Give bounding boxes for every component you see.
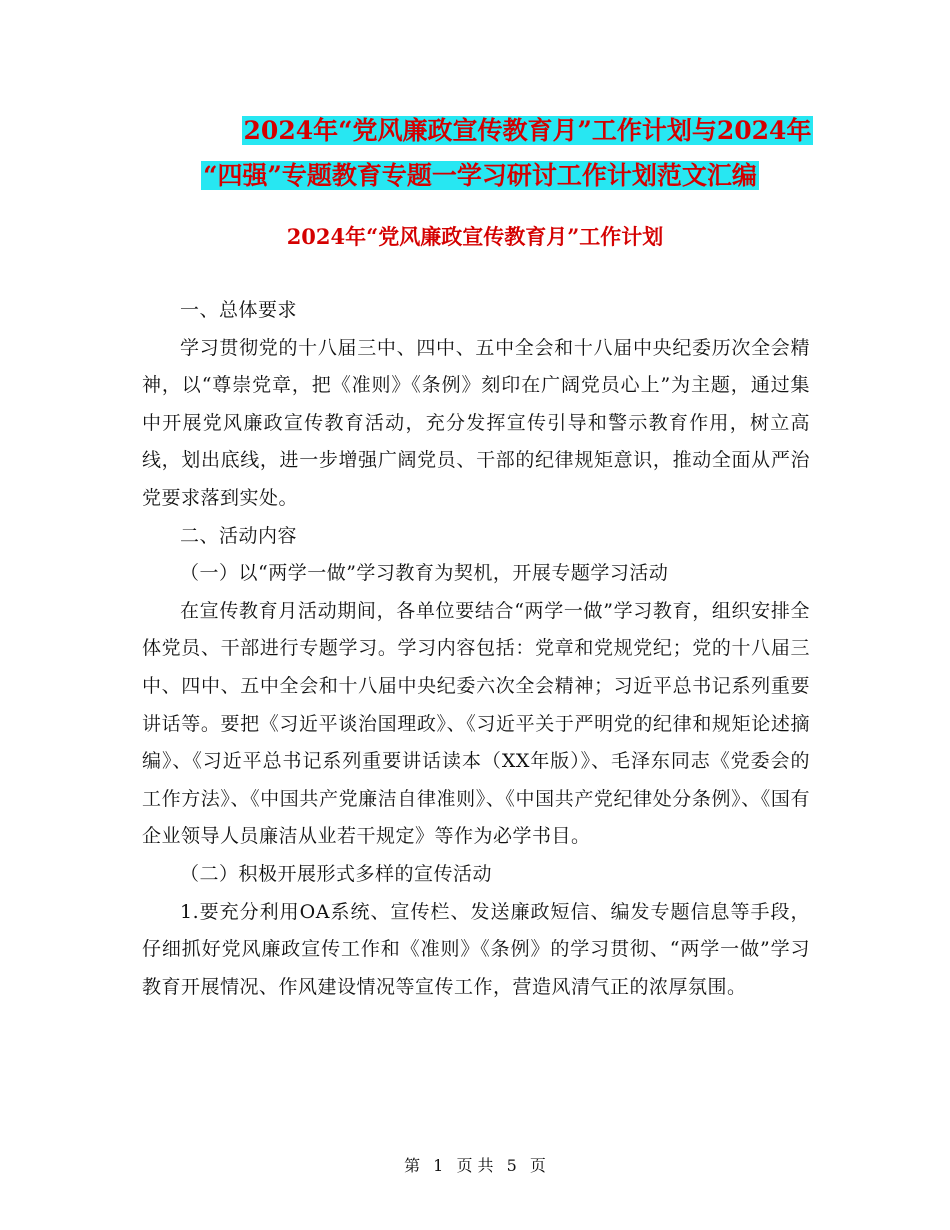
page-number: 1 [433,1156,444,1175]
document-body [142,292,810,1006]
footer-suffix: 页 [529,1156,546,1175]
page-footer [0,1153,950,1176]
title-line-1: 2024年“党风廉政宣传教育月”工作计划与2024年 [243,116,812,145]
title-line-2: “四强”专题教育专题一学习研讨工作计划范文汇编 [203,161,757,190]
subheading-publicity-activity: （二）积极开展形式多样的宣传活动 [180,862,493,885]
heading-activity-content: 二、活动内容 [180,524,298,547]
paragraph: 学习贯彻党的十八届三中、四中、五中全会和十八届中央纪委历次全会精神，以“尊崇党章，把《准则》《条例》刻印在广阔党员心上”为主题，通过集中开展党风廉政宣传教育活动，充分发挥宣传引导和警示教育作用，树立高线，划出底线，进一步增强广阔党员、干部的纪律规矩意识，推动全面从严治党要求落到实处。 [142,336,810,509]
document-title [100,108,860,198]
paragraph: 1.要充分利用OA系统、宣传栏、发送廉政短信、编发专题信息等手段，仔细抓好党风廉政宣传工作和《准则》《条例》的学习贯彻、“两学一做”学习教育开展情况、作风建设情况等宣传工作，营造风清气正的浓厚氛围。 [142,900,810,998]
page-total: 5 [506,1156,517,1175]
footer-prefix: 第 [404,1156,421,1175]
subheading-study-activity: （一）以“两学一做”学习教育为契机，开展专题学习活动 [180,562,669,585]
paragraph: 在宣传教育月活动期间，各单位要结合“两学一做”学习教育，组织安排全体党员、干部进行专题学习。学习内容包括：党章和党规党纪；党的十八届三中、四中、五中全会和十八届中央纪委六次全会精神；习近平总书记系列重要讲话等。要把《习近平谈治国理政》、《习近平关于严明党的纪律和规矩论述摘编》、《习近平总书记系列重要讲话读本（XX年版）》、毛泽东同志《党委会的工作方法》、《中国共产党廉洁自律准则》、《中国共产党纪律处分条例》、《国有企业领导人员廉洁从业若干规定》等作为必学书目。 [142,599,810,848]
section-title: 2024年“党风廉政宣传教育月”工作计划 [286,224,664,249]
footer-middle: 页 共 [456,1156,494,1175]
heading-general-requirements: 一、总体要求 [180,299,298,321]
